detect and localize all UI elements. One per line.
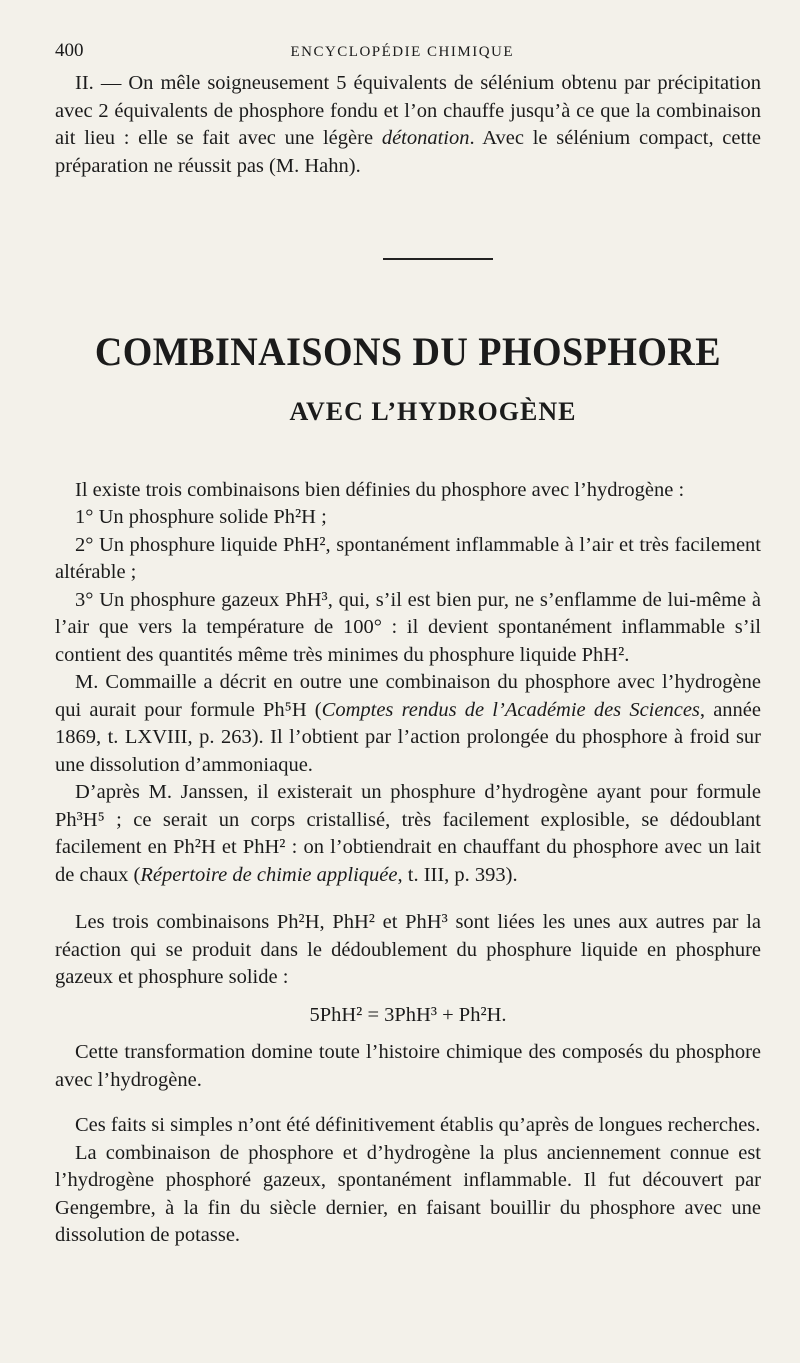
- commaille-reference: Comptes rendus de l’Académie des Sciences: [321, 698, 700, 721]
- list-item-1: 1° Un phosphure solide Ph²H ;: [75, 506, 327, 528]
- reaction-formula: 5PhH² = 3PhH³ + Ph²H.: [309, 1003, 507, 1026]
- intro-paragraph: Il existe trois combinaisons bien définies du phosphore avec l’hydrogène :: [75, 478, 685, 501]
- history-paragraph: La combinaison de phosphore et d’hydrogène la plus anciennement connue est l’hydrogène phosphoré gazeux, spontanément inflammable. Il fut découvert par Gengembre, à la fin du siècle dernier, en faisant bouillir du phosphore avec une dissolution de potasse.: [55, 1141, 761, 1246]
- reaction-paragraph: Les trois combinaisons Ph²H, PhH² et PhH³ sont liées les unes aux autres par la réaction qui se produit dans le dédoublement du phosphure liquide en phosphure gazeux et phosphure solide :: [55, 911, 761, 988]
- commaille-paragraph: [55, 669, 761, 779]
- janssen-text-b: , t. III, p. 393).: [397, 863, 518, 886]
- section-subtitle: AVEC L’HYDROGÈNE: [289, 396, 577, 426]
- paragraph-gap: [55, 889, 761, 909]
- top-paragraph-emphasis: détonation: [381, 127, 470, 149]
- list-item-2: 2° Un phosphure liquide PhH², spontanément inflammable à l’air et très facilement altérable ;: [55, 533, 761, 583]
- page-number: 400: [55, 40, 84, 61]
- running-head: ENCYCLOPÉDIE CHIMIQUE: [290, 44, 515, 60]
- commaille-text-b: , année 1869, t. LXVIII, p. 263). Il l’obtient par l’action prolongée du phosphore à froid sur une dissolution d’ammoniaque.: [55, 698, 762, 776]
- janssen-paragraph: [55, 779, 761, 889]
- list-item-3: 3° Un phosphure gazeux PhH³, qui, s’il est bien pur, ne s’enflamme de lui-même à l’air que vers la température de 100° : il devient spontanément inflammable s’il contient des quantités même très minimes du phosphure liquide PhH².: [55, 588, 761, 666]
- janssen-reference: Répertoire de chimie appliquée: [140, 863, 398, 886]
- section-title: COMBINAISONS DU PHOSPHORE: [94, 328, 722, 374]
- section-body: [55, 477, 761, 1250]
- facts-paragraph: Ces faits si simples n’ont été définitivement établis qu’après de longues recherches.: [75, 1114, 761, 1136]
- commaille-text-a: M. Commaille a décrit en outre une combinaison du phosphore avec l’hydrogène qui aurait pour formule Ph⁵H (: [55, 671, 761, 721]
- top-paragraph: [55, 70, 761, 180]
- book-page: [55, 40, 761, 1250]
- paragraph-gap: [55, 1094, 761, 1112]
- section-divider: [383, 258, 493, 260]
- top-paragraph-lead: II. — On mêle soigneusement 5 équivalents de sélénium obtenu par précipitation avec 2 équivalents de phosphore fondu et l’on chauffe jusqu’à ce que la combinaison ait lieu : elle se fait avec une légère: [55, 72, 761, 149]
- top-paragraph-tail: . Avec le sélénium compact, cette préparation ne réussit pas (M. Hahn).: [55, 127, 761, 177]
- transformation-paragraph: Cette transformation domine toute l’histoire chimique des composés du phosphore avec l’hydrogène.: [55, 1041, 761, 1091]
- page-header: [55, 40, 761, 70]
- janssen-text-a: D’après M. Janssen, il existerait un phosphure d’hydrogène ayant pour formule Ph³H⁵ ; ce serait un corps cristallisé, très facilement explosible, se dédoublant facilement en Ph²H et PhH² : on l’obtiendrait en chauffant du phosphore avec un lait de chaux (: [55, 781, 761, 886]
